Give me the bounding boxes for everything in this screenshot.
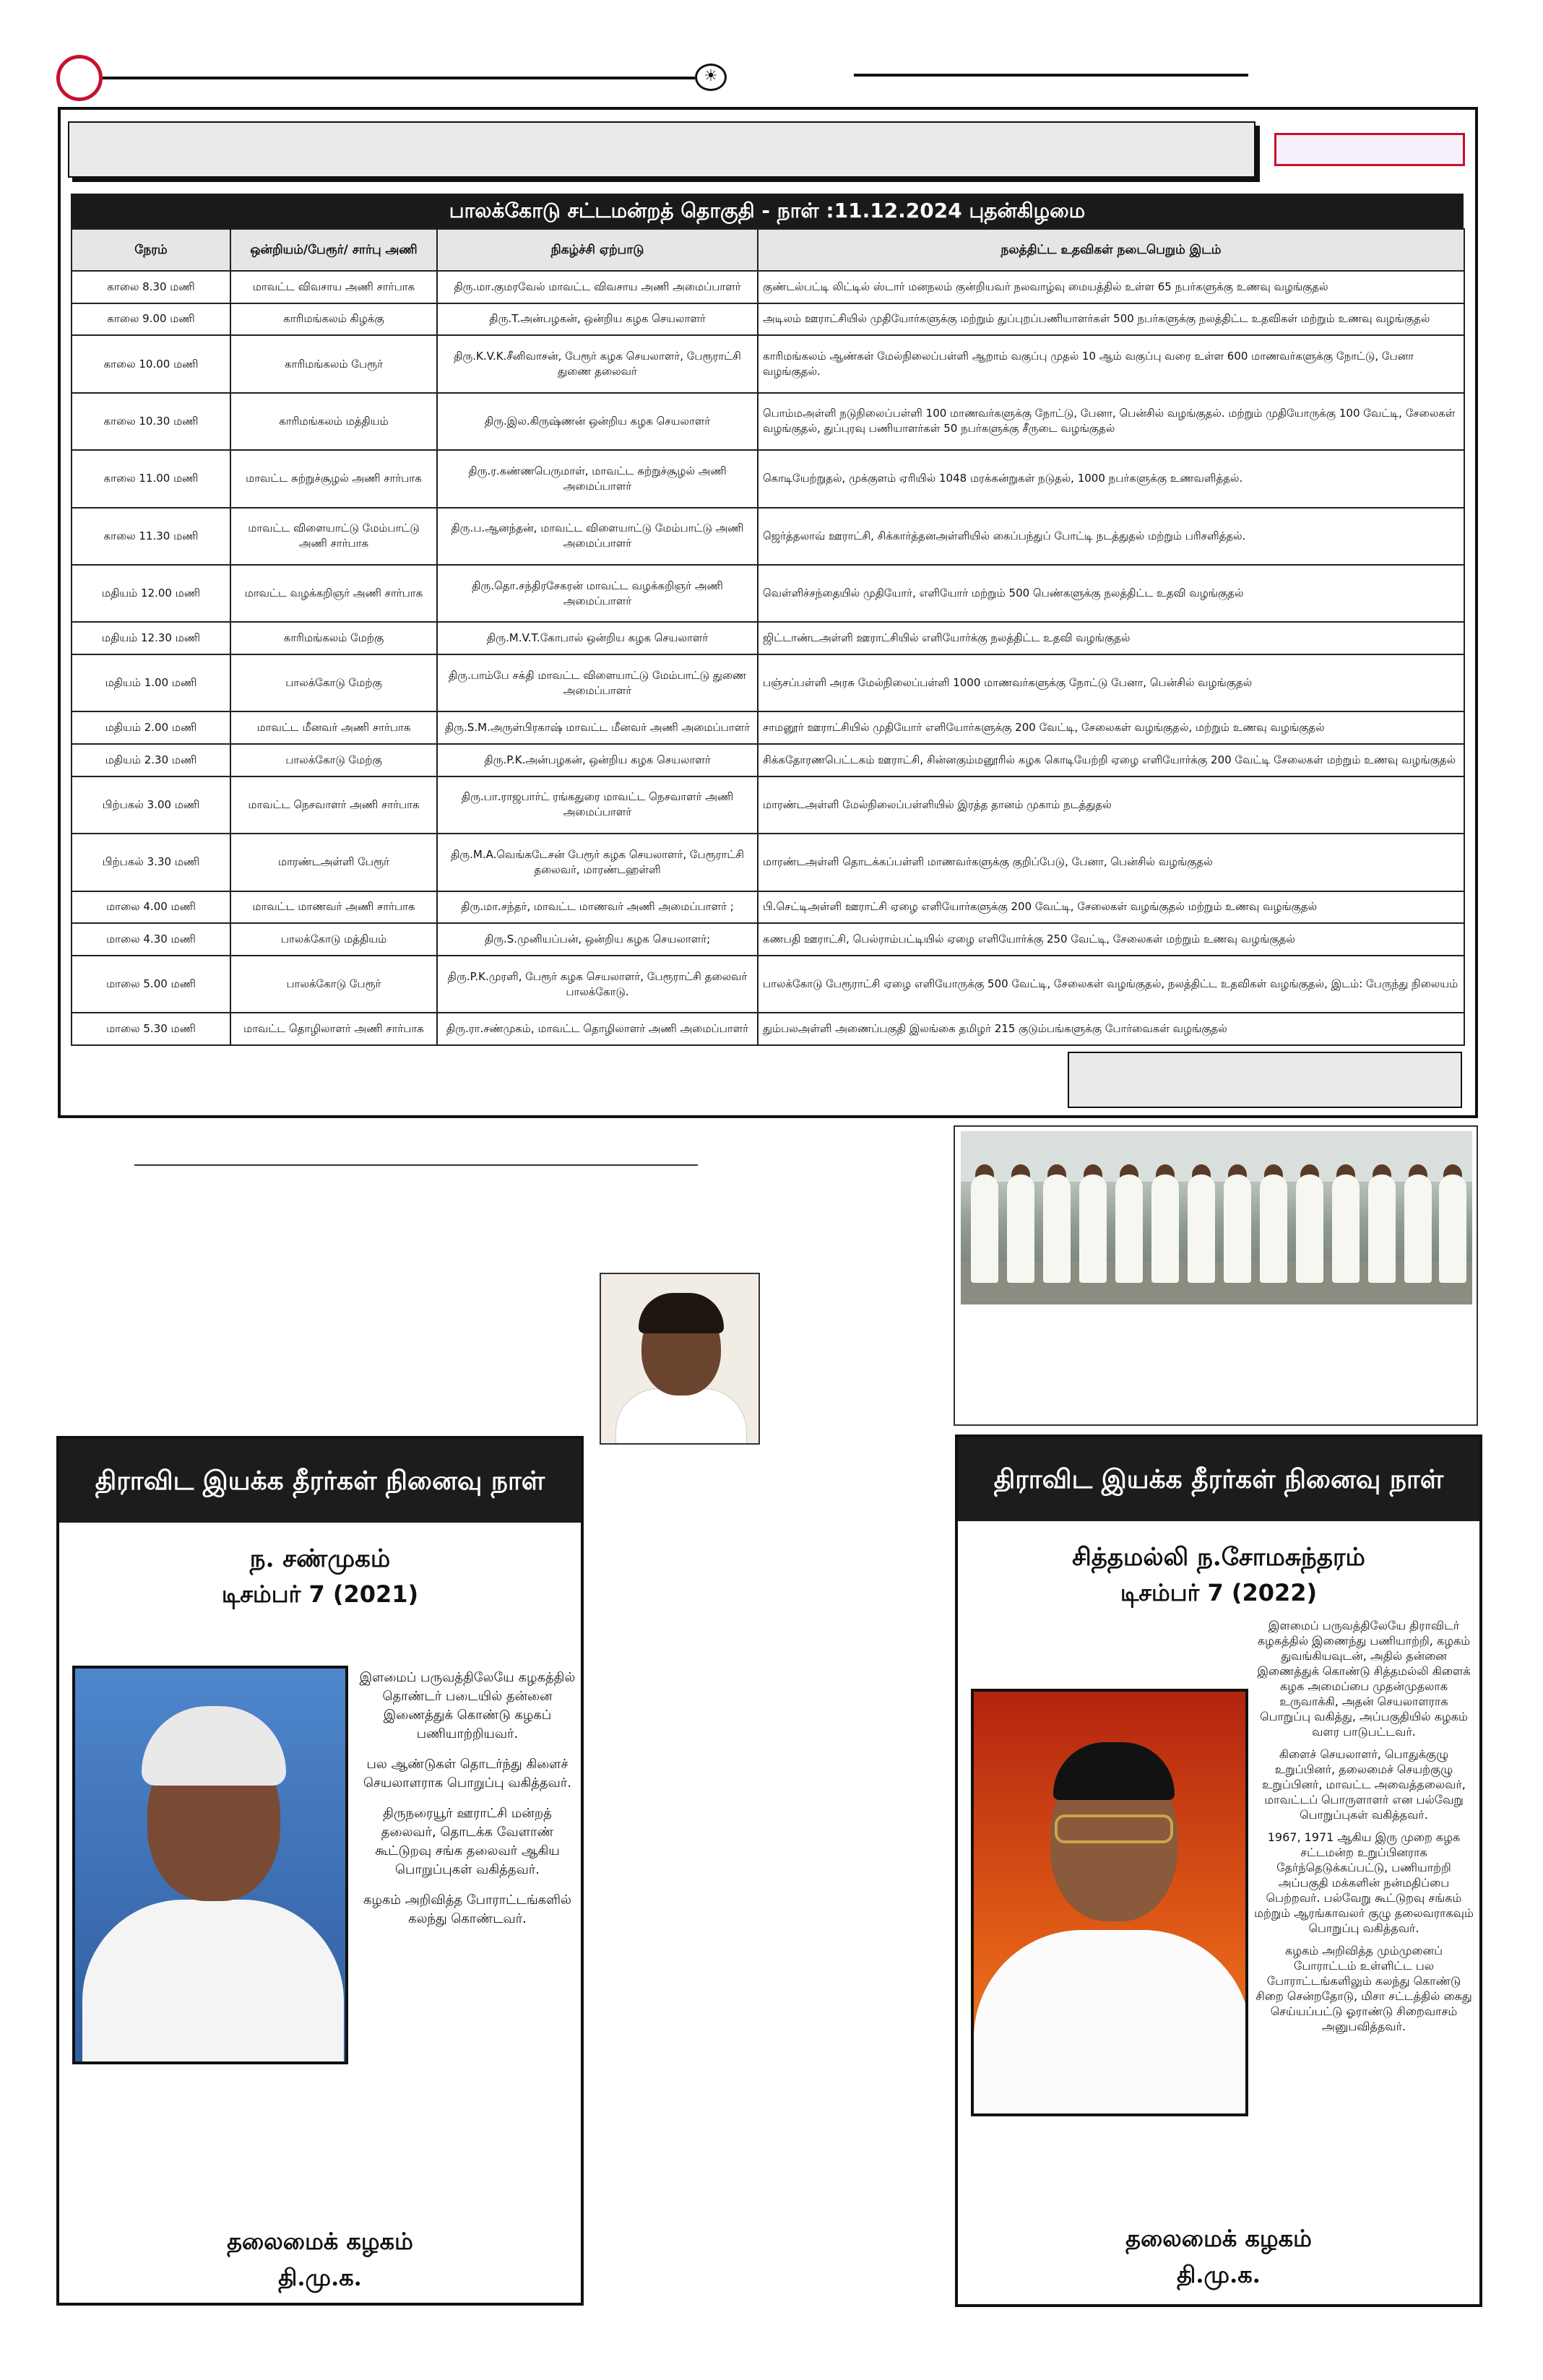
- cell-union: மாவட்ட வழக்கறிஞர் அணி சார்பாக: [230, 565, 437, 622]
- memorial-name: ந. சண்முகம்: [249, 1544, 391, 1573]
- schedule-tag: [1274, 133, 1465, 166]
- cell-venue: ஜிட்டாண்டஅள்ளி ஊராட்சியில் எளியோர்க்கு நலத்திட்ட உதவி வழங்குதல்: [758, 622, 1464, 654]
- biography-paragraph: 1967, 1971 ஆகிய இரு முறை கழக சட்டமன்ற உறுப்பினராக தேர்ந்தெடுக்கப்பட்டு, பணியாற்றி அப்பகுதி மக்களின் நன்மதிப்பை பெற்றவர். பல்வேறு கூட்டுறவு சங்கம் மற்றும் ஆரங்காவலர் குழு தலைவராகவும் பொறுப்பு வகித்தவர்.: [1254, 1830, 1474, 1935]
- schedule-footer-box: [1068, 1052, 1462, 1108]
- cell-venue: தும்பலஅள்ளி அணைப்பகுதி இலங்கை தமிழர் 215 குடும்பங்களுக்கு போர்வைகள் வழங்குதல்: [758, 1013, 1464, 1045]
- cell-organizer: திரு.S.முனியப்பன், ஒன்றிய கழக செயலாளர்;: [437, 923, 758, 956]
- schedule-table: [71, 228, 1465, 1046]
- cell-union: மாவட்ட விளையாட்டு மேம்பாட்டு அணி சார்பாக: [230, 508, 437, 565]
- memorial-heading: திராவிட இயக்க தீரர்கள் நினைவு நாள்: [958, 1437, 1479, 1521]
- cell-venue: பொம்மஅள்ளி நடுநிலைப்பள்ளி 100 மாணவர்களுக்கு நோட்டு, பேனா, பென்சில் வழங்குதல். மற்றும் முதியோருக்கு 100 வேட்டி, சேலைகள் வழங்குதல், துப்புரவு பணியாளர்கள் 50 நபர்களுக்கு சீருடை வழங்குதல்: [758, 393, 1464, 450]
- section-rule: [134, 1164, 698, 1166]
- cell-organizer: திரு.மா.குமரவேல் மாவட்ட விவசாய அணி அமைப்பாளர்: [437, 271, 758, 303]
- rising-sun-emblem-icon: ☀: [695, 64, 727, 91]
- header-circle-icon: [56, 55, 103, 101]
- table-row: [72, 711, 1464, 744]
- memorial-biography: [1253, 1618, 1475, 2041]
- header-rule: [854, 74, 1248, 77]
- table-row: [72, 834, 1464, 891]
- table-row: [72, 303, 1464, 336]
- cell-venue: கணபதி ஊராட்சி, பெல்ராம்பட்டியில் ஏழை எளியோர்க்கு 250 வேட்டி, சேலைகள் மற்றும் உணவு வழங்குதல்: [758, 923, 1464, 956]
- table-row: [72, 654, 1464, 711]
- table-row: [72, 335, 1464, 392]
- schedule-banner: [68, 121, 1255, 178]
- cell-organizer: திரு.ரா.சண்முகம், மாவட்ட தொழிலாளர் அணி அமைப்பாளர்: [437, 1013, 758, 1045]
- memorial-card-left: [56, 1436, 584, 2306]
- signature-line: தி.மு.க.: [1177, 2261, 1261, 2288]
- cell-venue: சிக்கதோரணபெட்டகம் ஊராட்சி, சின்னகும்மனூரில் கழக கொடியேற்றி ஏழை எளியோர்க்கு 200 வேட்டி சேலைகள் மற்றும் உணவு வழங்குதல்: [758, 744, 1464, 776]
- memorial-portrait: [72, 1666, 348, 2064]
- group-photo: [961, 1131, 1472, 1304]
- biography-paragraph: இளமைப் பருவத்திலேயே திராவிடர் கழகத்தில் இணைந்து பணியாற்றி, கழகம் துவங்கியவுடன், அதில் தன்னை இணைத்துக் கொண்டு சித்தமல்லி கிளைக் கழக அமைப்பை முதன்முதலாக உருவாக்கி, அதன் செயலாளராக பொறுப்பு வகித்து, அப்பகுதியில் கழகம் வளர பாடுபட்டவர்.: [1257, 1619, 1471, 1739]
- table-row: [72, 508, 1464, 565]
- cell-organizer: திரு.S.M.அருள்பிரகாஷ் மாவட்ட மீனவர் அணி அமைப்பாளர்: [437, 711, 758, 744]
- signature-line: தலைமைக் கழகம்: [1125, 2225, 1312, 2252]
- header-rule: [103, 77, 695, 79]
- cell-venue: பஞ்சப்பள்ளி அரசு மேல்நிலைப்பள்ளி 1000 மாணவர்களுக்கு நோட்டு பேனா, பென்சில் வழங்குதல்: [758, 654, 1464, 711]
- memorial-name: சித்தமல்லி ந.சோமசுந்தரம்: [1072, 1543, 1365, 1572]
- column-header-union: ஒன்றியம்/பேரூர்/ சார்பு அணி: [230, 229, 437, 271]
- cell-time: பிற்பகல் 3.00 மணி: [72, 776, 230, 834]
- memorial-portrait: [971, 1689, 1248, 2116]
- cell-time: காலை 10.00 மணி: [72, 335, 230, 392]
- cell-time: மதியம் 12.00 மணி: [72, 565, 230, 622]
- cell-time: பிற்பகல் 3.30 மணி: [72, 834, 230, 891]
- cell-organizer: திரு.இல.கிருஷ்ணன் ஒன்றிய கழக செயலாளர்: [437, 393, 758, 450]
- table-row: [72, 776, 1464, 834]
- cell-organizer: திரு.மா.சந்தர், மாவட்ட மாணவர் அணி அமைப்பாளர் ;: [437, 891, 758, 924]
- cell-venue: பாலக்கோடு பேரூராட்சி ஏழை எளியோருக்கு 500 வேட்டி, சேலைகள் வழங்குதல், நலத்திட்ட உதவிகள் வழங்குதல், இடம்: பேருந்து நிலையம்: [758, 956, 1464, 1013]
- cell-union: மாவட்ட நெசவாளர் அணி சார்பாக: [230, 776, 437, 834]
- cell-time: மாலை 4.30 மணி: [72, 923, 230, 956]
- memorial-date: டிசம்பர் 7 (2022): [1120, 1579, 1318, 1606]
- cell-organizer: திரு.M.A.வெங்கடேசன் பேரூர் கழக செயலாளர், பேரூராட்சி தலைவர், மாரண்டஹள்ளி: [437, 834, 758, 891]
- cell-organizer: திரு.M.V.T.கோபால் ஒன்றிய கழக செயலாளர்: [437, 622, 758, 654]
- table-row: [72, 956, 1464, 1013]
- cell-time: மதியம் 12.30 மணி: [72, 622, 230, 654]
- cell-time: காலை 11.00 மணி: [72, 450, 230, 507]
- column-header-organizer: நிகழ்ச்சி ஏற்பாடு: [437, 229, 758, 271]
- cell-time: மாலை 4.00 மணி: [72, 891, 230, 924]
- biography-paragraph: கழகம் அறிவித்த போராட்டங்களில் கலந்து கொண்டவர்.: [363, 1892, 571, 1926]
- biography-paragraph: கிளைச் செயலாளர், பொதுக்குழு உறுப்பினர், தலைமைச் செயற்குழு உறுப்பினர், மாவட்ட அவைத்தலைவர், மாவட்டப் பொருளாளர் என பல்வேறு பொறுப்புகள் வகித்தவர்.: [1262, 1747, 1466, 1822]
- memorial-heading: திராவிட இயக்க தீரர்கள் நினைவு நாள்: [59, 1439, 581, 1523]
- cell-venue: காரிமங்கலம் ஆண்கள் மேல்நிலைப்பள்ளி ஆறாம் வகுப்பு முதல் 10 ஆம் வகுப்பு வரை உள்ள 600 மாணவர்களுக்கு நோட்டு, பேனா வழங்குதல்.: [758, 335, 1464, 392]
- table-row: [72, 271, 1464, 303]
- cell-venue: ஜெர்த்தலாவ் ஊராட்சி, சிக்கார்த்தனஅள்ளியில் கைப்பந்துப் போட்டி நடத்துதல் மற்றும் பரிசளித்தல்.: [758, 508, 1464, 565]
- table-row: [72, 923, 1464, 956]
- table-row: [72, 393, 1464, 450]
- signature-line: தி.மு.க.: [278, 2264, 362, 2291]
- cell-time: காலை 9.00 மணி: [72, 303, 230, 336]
- cell-venue: பி.செட்டிஅள்ளி ஊராட்சி ஏழை எளியோர்களுக்கு 200 வேட்டி, சேலைகள் வழங்குதல் மற்றும் உணவு வழங்குதல்: [758, 891, 1464, 924]
- cell-union: பாலக்கோடு பேரூர்: [230, 956, 437, 1013]
- table-row: [72, 1013, 1464, 1045]
- cell-organizer: திரு.பாம்பே சக்தி மாவட்ட விளையாட்டு மேம்பாட்டு துணை அமைப்பாளர்: [437, 654, 758, 711]
- cell-organizer: திரு.P.K.முரளி, பேரூர் கழக செயலாளர், பேரூராட்சி தலைவர் பாலக்கோடு.: [437, 956, 758, 1013]
- cell-venue: மாரண்டஅள்ளி தொடக்கப்பள்ளி மாணவர்களுக்கு குறிப்பேடு, பேனா, பென்சில் வழங்குதல்: [758, 834, 1464, 891]
- memorial-biography: [357, 1669, 578, 1940]
- table-row: [72, 565, 1464, 622]
- cell-organizer: திரு.T.அன்பழகன், ஒன்றிய கழக செயலாளர்: [437, 303, 758, 336]
- cell-venue: வெள்ளிச்சந்தையில் முதியோர், எளியோர் மற்றும் 500 பெண்களுக்கு நலத்திட்ட உதவி வழங்குதல்: [758, 565, 1464, 622]
- cell-union: காரிமங்கலம் பேரூர்: [230, 335, 437, 392]
- cell-time: மாலை 5.00 மணி: [72, 956, 230, 1013]
- cell-time: மதியம் 1.00 மணி: [72, 654, 230, 711]
- cell-venue: சாமனூர் ஊராட்சியில் முதியோர் எளியோர்களுக்கு 200 வேட்டி, சேலைகள் வழங்குதல், மற்றும் உணவு வழங்குதல்: [758, 711, 1464, 744]
- cell-time: மதியம் 2.30 மணி: [72, 744, 230, 776]
- memorial-date: டிசம்பர் 7 (2021): [221, 1580, 419, 1608]
- biography-paragraph: இளமைப் பருவத்திலேயே கழகத்தில் தொண்டர் படையில் தன்னை இணைத்துக் கொண்டு கழகப் பணியாற்றியவர்.: [359, 1670, 576, 1741]
- cell-organizer: திரு.P.K.அன்பழகன், ஒன்றிய கழக செயலாளர்: [437, 744, 758, 776]
- cell-union: காரிமங்கலம் மேற்கு: [230, 622, 437, 654]
- cell-venue: குண்டல்பட்டி லிட்டில் ஸ்டார் மனநலம் குன்றியவர் நலவாழ்வு மையத்தில் உள்ள 65 நபர்களுக்கு உணவு வழங்குதல்: [758, 271, 1464, 303]
- signature-line: தலைமைக் கழகம்: [227, 2228, 413, 2255]
- biography-paragraph: திருநரையூர் ஊராட்சி மன்றத் தலைவர், தொடக்க வேளாண் கூட்டுறவு சங்க தலைவர் ஆகிய பொறுப்புகள் வகித்தவர்.: [375, 1806, 560, 1877]
- cell-time: மதியம் 2.00 மணி: [72, 711, 230, 744]
- cell-union: காரிமங்கலம் கிழக்கு: [230, 303, 437, 336]
- cell-venue: அடிலம் ஊராட்சியில் முதியோர்களுக்கு மற்றும் துப்புறப்பணியாளர்கள் 500 நபர்களுக்கு நலத்திட்ட உதவிகள் மற்றும் உணவு வழங்குதல்: [758, 303, 1464, 336]
- cell-time: காலை 11.30 மணி: [72, 508, 230, 565]
- cell-union: மாரண்டஅள்ளி பேரூர்: [230, 834, 437, 891]
- cell-time: காலை 8.30 மணி: [72, 271, 230, 303]
- cell-union: மாவட்ட மீனவர் அணி சார்பாக: [230, 711, 437, 744]
- cell-organizer: திரு.K.V.K.சீனிவாசன், பேரூர் கழக செயலாளர், பேரூராட்சி துணை தலைவர்: [437, 335, 758, 392]
- cell-organizer: திரு.ப.ஆனந்தன், மாவட்ட விளையாட்டு மேம்பாட்டு அணி அமைப்பாளர்: [437, 508, 758, 565]
- biography-paragraph: பல ஆண்டுகள் தொடர்ந்து கிளைச் செயலாளராக பொறுப்பு வகித்தவர்.: [363, 1757, 572, 1791]
- portrait-photo: [600, 1273, 760, 1445]
- cell-union: மாவட்ட மாணவர் அணி சார்பாக: [230, 891, 437, 924]
- biography-paragraph: கழகம் அறிவித்த மும்முனைப் போராட்டம் உள்ளிட்ட பல போராட்டங்களிலும் கலந்து கொண்டு சிறை சென்றதோடு, மிசா சட்டத்தில் கைது செய்யப்பட்டு ஓராண்டு சிறைவாசம் அனுபவித்தவர்.: [1255, 1944, 1472, 2033]
- cell-venue: மாரண்டஅள்ளி மேல்நிலைப்பள்ளியில் இரத்த தானம் முகாம் நடத்துதல்: [758, 776, 1464, 834]
- cell-organizer: திரு.பா.ராஜபார்ட் ரங்கதுரை மாவட்ட நெசவாளர் அணி அமைப்பாளர்: [437, 776, 758, 834]
- cell-union: காரிமங்கலம் மத்தியம்: [230, 393, 437, 450]
- cell-union: மாவட்ட சுற்றுச்சூழல் அணி சார்பாக: [230, 450, 437, 507]
- cell-organizer: திரு.தொ.சந்திரசேகரன் மாவட்ட வழக்கறிஞர் அணி அமைப்பாளர்: [437, 565, 758, 622]
- table-row: [72, 744, 1464, 776]
- cell-time: காலை 10.30 மணி: [72, 393, 230, 450]
- cell-time: மாலை 5.30 மணி: [72, 1013, 230, 1045]
- cell-union: பாலக்கோடு மேற்கு: [230, 744, 437, 776]
- cell-union: பாலக்கோடு மத்தியம்: [230, 923, 437, 956]
- cell-organizer: திரு.ர.கண்ணபெருமாள், மாவட்ட சுற்றுச்சூழல் அணி அமைப்பாளர்: [437, 450, 758, 507]
- cell-union: மாவட்ட தொழிலாளர் அணி சார்பாக: [230, 1013, 437, 1045]
- cell-union: மாவட்ட விவசாய அணி சார்பாக: [230, 271, 437, 303]
- memorial-card-right: [955, 1435, 1482, 2307]
- schedule-title: பாலக்கோடு சட்டமன்றத் தொகுதி - நாள் :11.12.2024 புதன்கிழமை: [71, 194, 1464, 228]
- cell-union: பாலக்கோடு மேற்கு: [230, 654, 437, 711]
- table-row: [72, 450, 1464, 507]
- column-header-time: நேரம்: [72, 229, 230, 271]
- column-header-venue: நலத்திட்ட உதவிகள் நடைபெறும் இடம்: [758, 229, 1464, 271]
- table-row: [72, 622, 1464, 654]
- cell-venue: கொடியேற்றுதல், முக்குளம் ஏரியில் 1048 மரக்கன்றுகள் நடுதல், 1000 நபர்களுக்கு உணவளித்தல்.: [758, 450, 1464, 507]
- table-row: [72, 891, 1464, 924]
